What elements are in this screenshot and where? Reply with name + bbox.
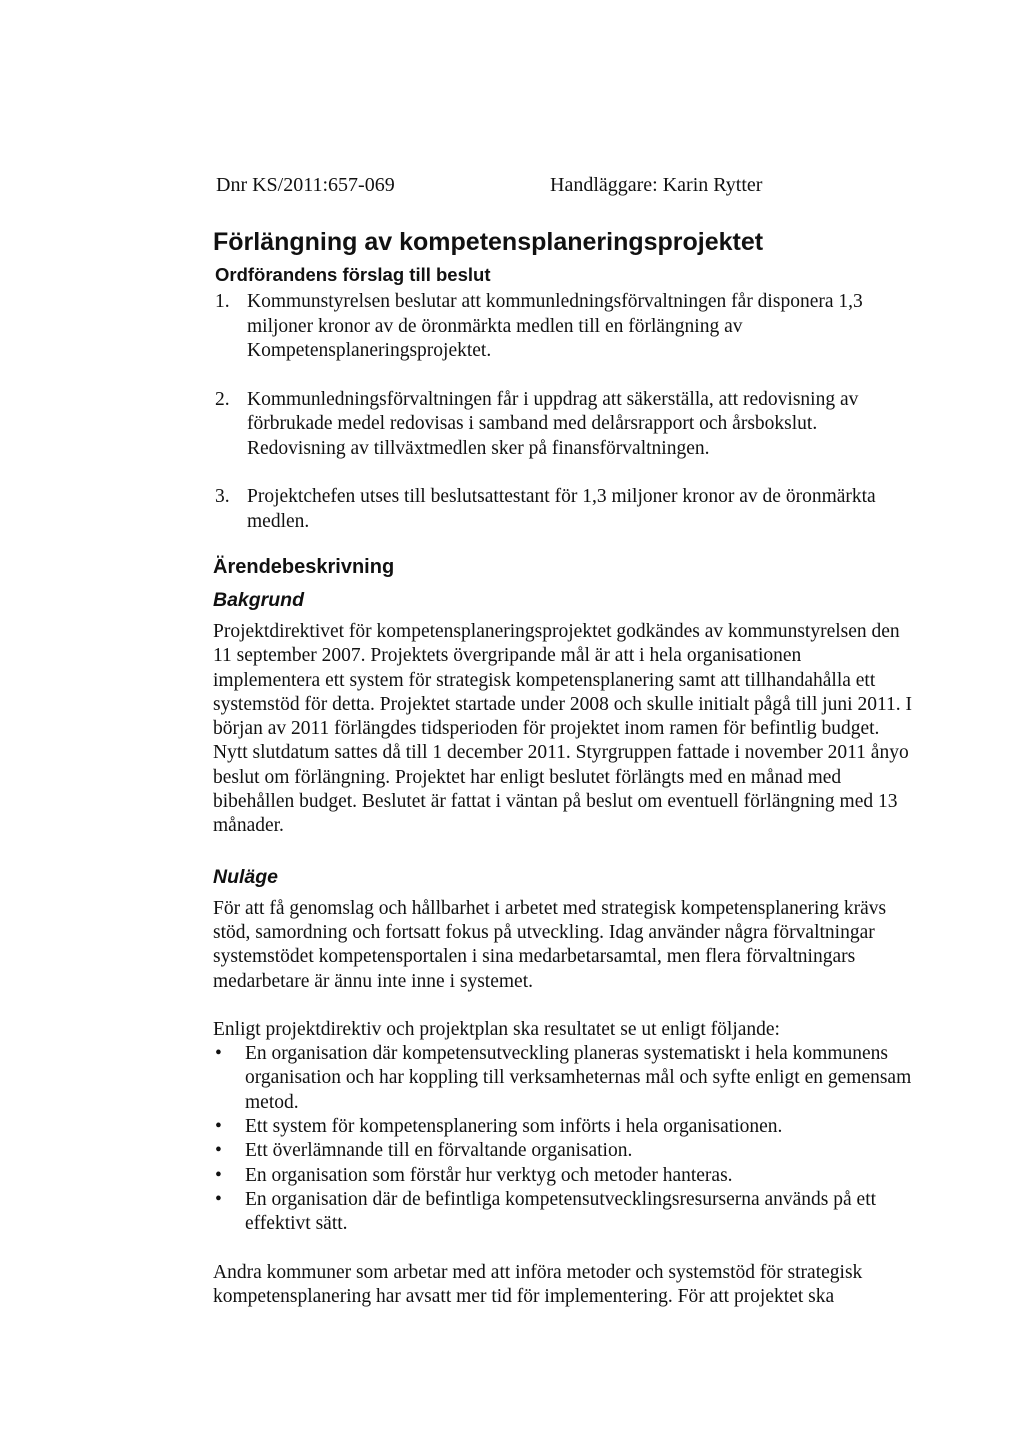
bullet-icon: •: [215, 1043, 222, 1065]
bullet-icon: •: [215, 1116, 222, 1138]
item-text: Projektchefen utses till beslutsattestant för 1,3 miljoner kronor av de öronmärkta medlen.: [247, 486, 876, 532]
bullet-text: En organisation där kompetensutveckling planeras systematiskt i hela kommunens organisation och har koppling till verksamheternas mål och syfte enligt en gemensam metod.: [245, 1043, 912, 1113]
current-status-paragraph: För att få genomslag och hållbarhet i arbetet med strategisk kompetensplanering krävs stöd, samordning och fortsatt fokus på utveckling. Idag använder några förvaltningar systemstödet kompetensportalen i sina medarbetarsamtal, men flera förvaltningars medarbetare är ännu inte inne i systemet.: [213, 897, 887, 992]
list-item: [213, 388, 913, 462]
bullet-icon: •: [215, 1188, 222, 1210]
document-title: Förlängning av kompetensplaneringsprojektet: [213, 228, 764, 256]
results-intro-paragraph: Enligt projektdirektiv och projektplan ska resultatet se ut enligt följande:: [213, 1018, 780, 1040]
background-heading: Bakgrund: [213, 589, 305, 611]
current-status-heading: Nuläge: [213, 865, 279, 888]
case-handler: Handläggare: Karin Rytter: [550, 174, 763, 196]
list-item: [213, 1139, 913, 1163]
document-body: [213, 226, 913, 1333]
bullet-text: En organisation där de befintliga kompetensutvecklingsresurserna används på ett effektivt sätt.: [245, 1188, 877, 1235]
description-heading: Ärendebeskrivning: [213, 556, 395, 578]
list-item: [213, 1164, 913, 1188]
background-paragraph: Projektdirektivet för kompetensplaneringsprojektet godkändes av kommunstyrelsen den 11 september 2007. Projektets övergripande mål är att i hela organisationen implementera ett system för strategisk kompetensplanering samt att tillhandahålla ett systemstöd för detta. Projektet startade under 2008 och skulle initialt pågå till juni 2011. I början av 2011 förlängdes tidsperioden för projektet inom ramen för befintlig budget. Nytt slutdatum sattes då till 1 december 2011. Styrgruppen fattade i november 2011 ånyo beslut om förlängning. Projektet har enligt beslutet förlängts med en månad med bibehållen budget. Beslutet är fattat i väntan på beslut om eventuell förlängning med 13 månader.: [213, 621, 912, 837]
list-item: [213, 290, 913, 364]
proposal-heading: Ordförandens förslag till beslut: [215, 264, 491, 285]
document-header: [216, 174, 916, 204]
closing-paragraph: Andra kommuner som arbetar med att införa metoder och systemstöd för strategisk kompetensplanering har avsatt mer tid för implementering. För att projektet ska: [213, 1261, 863, 1307]
proposal-list: [213, 290, 913, 534]
case-number: Dnr KS/2011:657-069: [216, 174, 395, 196]
bullet-text: Ett system för kompetensplanering som införts i hela organisationen.: [245, 1116, 783, 1138]
bullet-text: En organisation som förstår hur verktyg och metoder hanteras.: [245, 1164, 733, 1186]
list-item: [213, 1115, 913, 1139]
bullet-text: Ett överlämnande till en förvaltande organisation.: [245, 1140, 633, 1162]
item-number: 1.: [215, 291, 230, 312]
item-number: 2.: [215, 388, 230, 410]
bullet-icon: •: [215, 1164, 222, 1186]
item-text: Kommunledningsförvaltningen får i uppdrag att säkerställa, att redovisning av förbrukade medel redovisas i samband med delårsrapport och årsbokslut. Redovisning av tillväxtmedlen sker på finansförvaltningen.: [247, 388, 859, 459]
list-item: [213, 485, 913, 534]
list-item: [213, 1188, 913, 1237]
bullet-icon: •: [215, 1140, 222, 1162]
results-bullet-list: [213, 1042, 913, 1236]
item-text: Kommunstyrelsen beslutar att kommunledningsförvaltningen får disponera 1,3 miljoner kronor av de öronmärkta medlen till en förlängning av Kompetensplaneringsprojektet.: [247, 291, 863, 361]
list-item: [213, 1042, 913, 1115]
item-number: 3.: [215, 486, 230, 507]
